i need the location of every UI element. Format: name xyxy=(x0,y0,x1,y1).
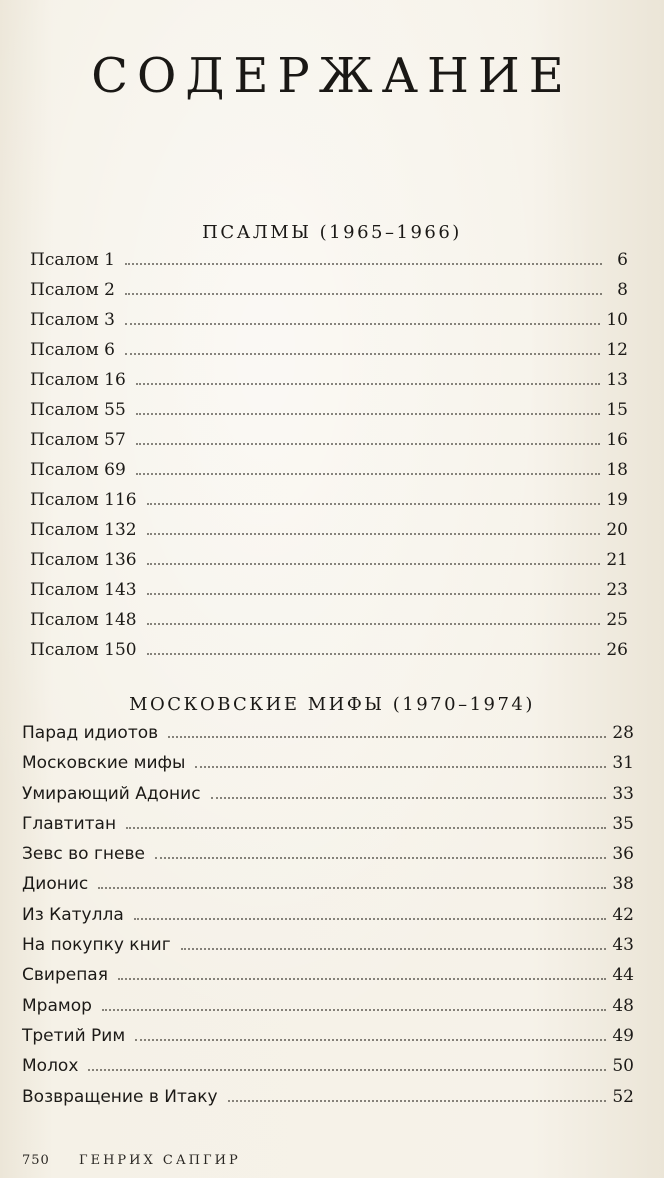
toc-entry xyxy=(22,1021,634,1051)
toc-entry-title: Свирепая xyxy=(22,965,108,986)
toc-entry xyxy=(22,1051,634,1081)
toc-entry-page-number: 23 xyxy=(606,580,628,600)
footer-page-number: 750 xyxy=(22,1153,50,1168)
toc-entry-page-number: 15 xyxy=(606,400,628,420)
toc-entry xyxy=(30,515,628,545)
toc-entry-title: Псалом 143 xyxy=(30,580,137,600)
dot-leader xyxy=(195,765,606,768)
toc-entry-title: Мрамор xyxy=(22,995,92,1016)
toc-entry xyxy=(30,275,628,305)
toc-entry-title: Дионис xyxy=(22,874,89,895)
toc-entry-title: Третий Рим xyxy=(22,1025,126,1046)
toc-entry-title: Главтитан xyxy=(22,813,117,834)
toc-entry xyxy=(30,245,628,275)
dot-leader xyxy=(136,412,601,415)
dot-leader xyxy=(181,947,607,950)
dot-leader xyxy=(136,472,601,475)
toc-entry-title: Псалом 132 xyxy=(30,520,137,540)
toc-entry xyxy=(22,869,634,899)
dot-leader xyxy=(135,1038,606,1041)
toc-entry-page-number: 42 xyxy=(612,904,634,925)
dot-leader xyxy=(147,532,601,535)
toc-entry-page-number: 18 xyxy=(606,460,628,480)
toc-entry-page-number: 28 xyxy=(612,723,634,743)
toc-entry-page-number: 44 xyxy=(612,965,634,986)
toc-entry xyxy=(30,365,628,395)
toc-entry-title: Псалом 16 xyxy=(30,370,126,390)
toc-entry-title: Возвращение в Итаку xyxy=(22,1086,218,1107)
toc-entry xyxy=(30,425,628,455)
toc-entry xyxy=(22,809,634,839)
toc-entry-page-number: 43 xyxy=(612,935,634,956)
toc-entry-page-number: 38 xyxy=(612,874,634,895)
dot-leader xyxy=(168,735,606,738)
toc-entry xyxy=(22,1082,634,1112)
page-title: СОДЕРЖАНИЕ xyxy=(91,48,573,104)
toc-entry-title: Псалом 6 xyxy=(30,340,115,360)
toc-entry-title: Московские мифы xyxy=(22,753,186,774)
toc-entry xyxy=(22,930,634,960)
dot-leader xyxy=(98,886,606,889)
dot-leader xyxy=(134,917,607,920)
toc-entry-page-number: 25 xyxy=(606,610,628,630)
toc-entry-page-number: 50 xyxy=(612,1056,634,1077)
dot-leader xyxy=(228,1099,607,1102)
toc-entry xyxy=(30,635,628,665)
dot-leader xyxy=(136,382,601,385)
toc-entry-page-number: 48 xyxy=(612,995,634,1016)
dot-leader xyxy=(147,622,601,625)
toc-entry-title: Псалом 116 xyxy=(30,490,137,510)
toc-entry-page-number: 8 xyxy=(617,280,628,300)
toc-entry-title: Псалом 3 xyxy=(30,310,115,330)
toc-entry-page-number: 31 xyxy=(612,753,634,774)
page-footer xyxy=(22,1153,241,1168)
dot-leader xyxy=(147,652,601,655)
section-heading-moscow-myths: МОСКОВСКИЕ МИФЫ (1970–1974) xyxy=(129,694,535,715)
dot-leader xyxy=(125,292,602,295)
dot-leader xyxy=(126,826,606,829)
toc-entry-title: Псалом 148 xyxy=(30,610,137,630)
toc-list-psalms xyxy=(30,245,628,665)
toc-entry-title: Псалом 136 xyxy=(30,550,137,570)
toc-entry-title: На покупку книг xyxy=(22,935,171,956)
toc-entry-title: Молох xyxy=(22,1056,79,1077)
toc-entry-title: Зевс во гневе xyxy=(22,844,145,865)
toc-entry-page-number: 21 xyxy=(606,550,628,570)
toc-entry xyxy=(22,718,634,748)
toc-list-moscow-myths xyxy=(22,718,634,1112)
toc-entry-page-number: 52 xyxy=(612,1086,634,1107)
toc-entry-page-number: 13 xyxy=(606,370,628,390)
toc-entry-page-number: 10 xyxy=(606,310,628,330)
toc-entry-title: Псалом 55 xyxy=(30,400,126,420)
toc-entry-page-number: 12 xyxy=(606,340,628,360)
toc-entry-page-number: 33 xyxy=(612,783,634,804)
toc-entry-page-number: 35 xyxy=(612,813,634,834)
toc-entry-page-number: 36 xyxy=(612,844,634,865)
dot-leader xyxy=(147,502,601,505)
dot-leader xyxy=(155,856,606,859)
toc-entry-title: Псалом 1 xyxy=(30,250,115,270)
toc-entry-title: Умирающий Адонис xyxy=(22,783,201,804)
toc-entry xyxy=(30,455,628,485)
toc-entry-page-number: 26 xyxy=(606,640,628,660)
toc-entry xyxy=(30,395,628,425)
toc-entry xyxy=(22,779,634,809)
toc-entry-title: Псалом 150 xyxy=(30,640,137,660)
toc-entry xyxy=(30,485,628,515)
toc-entry xyxy=(22,748,634,778)
dot-leader xyxy=(147,562,601,565)
toc-entry xyxy=(22,900,634,930)
dot-leader xyxy=(147,592,601,595)
toc-entry-page-number: 19 xyxy=(606,490,628,510)
toc-entry xyxy=(30,545,628,575)
section-heading-psalms: ПСАЛМЫ (1965–1966) xyxy=(202,222,462,243)
dot-leader xyxy=(118,977,606,980)
toc-entry-page-number: 49 xyxy=(612,1025,634,1046)
toc-entry-title: Псалом 69 xyxy=(30,460,126,480)
dot-leader xyxy=(102,1008,606,1011)
toc-entry-page-number: 20 xyxy=(606,520,628,540)
toc-entry-title: Парад идиотов xyxy=(22,723,159,743)
footer-author: ГЕНРИХ САПГИР xyxy=(78,1153,241,1168)
toc-entry-title: Псалом 57 xyxy=(30,430,126,450)
toc-entry xyxy=(30,305,628,335)
dot-leader xyxy=(88,1068,606,1071)
toc-entry-page-number: 16 xyxy=(606,430,628,450)
dot-leader xyxy=(125,352,600,355)
toc-entry xyxy=(22,991,634,1021)
toc-entry xyxy=(30,335,628,365)
dot-leader xyxy=(211,796,607,799)
toc-entry xyxy=(30,575,628,605)
toc-entry xyxy=(30,605,628,635)
toc-entry-title: Из Катулла xyxy=(22,904,124,925)
toc-entry xyxy=(22,839,634,869)
toc-entry xyxy=(22,960,634,990)
toc-entry-title: Псалом 2 xyxy=(30,280,115,300)
dot-leader xyxy=(125,262,602,265)
dot-leader xyxy=(136,442,601,445)
dot-leader xyxy=(125,322,600,325)
toc-entry-page-number: 6 xyxy=(617,250,628,270)
